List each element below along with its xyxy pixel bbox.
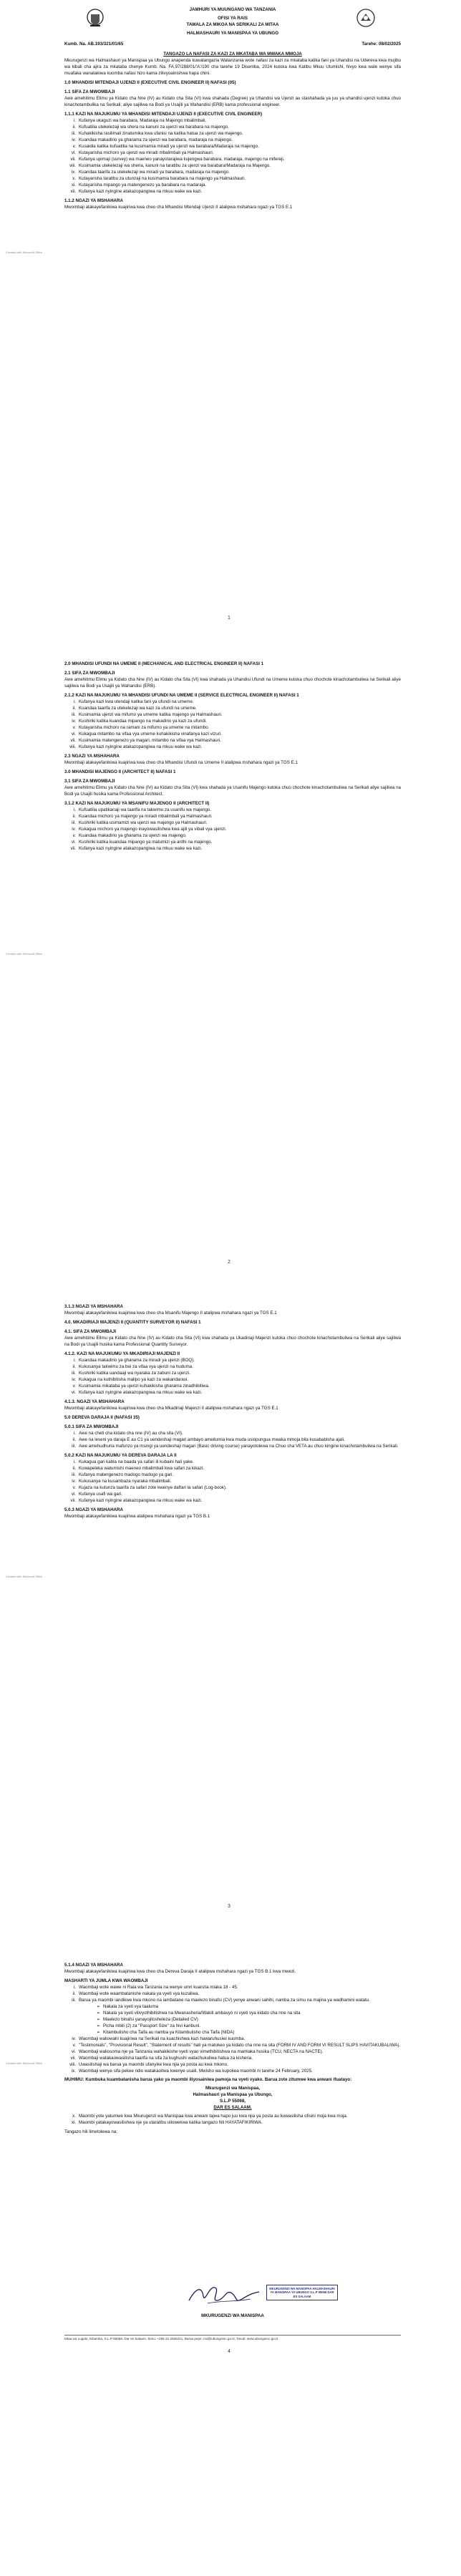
edge-note: Created with Microsoft Office ... xyxy=(6,2061,46,2065)
list-item: iii. Kushiriki katika usimamizi wa ujenzi wa majengo ya Halmashauri. xyxy=(72,820,208,825)
list-item: viii. Kusimamia utekelezaji wa sheria, kanuni na taratibu za ujenzi wa barabara/Madaraja na Majengo. xyxy=(69,162,271,168)
list-item: ii. Awe na leseni ya daraja E au C1 ya uendeshaji magari ambayo ameitumia kwa muda usiopungua mwaka mmoja bila kusababisha ajali. xyxy=(72,1437,345,1442)
list-item: iii. Kusimamia ujenzi wa mifumo ya umeme katika majengo ya Halmashauri. xyxy=(72,711,223,717)
conditions-heading: MASHARTI YA JUMLA KWA WAOMBAJI xyxy=(64,1978,148,1983)
list-item: iv. Kukagua na kuthibitisha malipo ya kazi za wakandarasi. xyxy=(72,1376,189,1382)
address-line: S.L.P 55068, xyxy=(219,2098,246,2104)
section-heading: 5.0.3 NGAZI YA MSHAHARA xyxy=(64,1507,123,1512)
edge-note: Created with Microsoft Office ... xyxy=(6,251,46,254)
section-heading: 2.3 NGAZI YA MSHAHARA xyxy=(64,753,120,759)
section-heading: 5.0 DEREVA DARAJA II (NAFASI 35) xyxy=(64,1414,140,1420)
list-item: v. Kusimamia mikataba ya ujenzi kuhakikisha gharama zinadhibitiwa. xyxy=(72,1383,210,1389)
section-heading: 3.1.2 KAZI NA MAJUKUMU YA MSANIFU MAJENGO II (ARCHITECT II) xyxy=(64,800,210,806)
list-item: iv. Kushiriki katika kuandaa mipango na makadirio ya kazi za ufundi. xyxy=(72,718,207,724)
header-line: OFISI YA RAIS xyxy=(217,15,248,21)
list-item: v. Kutayarisha michoro na ramani za mifumo ya umeme na mitambo. xyxy=(72,724,210,730)
salary-text: Mwombaji atakayefanikiwa kuajiriwa kwa cheo cha Mhandisi Mtendaji Ujenzi II atalipwa mshahara ngazi ya TGS E.1 xyxy=(64,204,293,210)
list-item: iv. Kuandaa makadirio ya gharama za ujenzi wa barabara, madaraja na majengo. xyxy=(72,137,233,142)
list-item: vi. Kushiriki katika kuandaa mipango ya matumizi ya ardhi na majengo. xyxy=(71,839,213,845)
list-item: ii. Kuandaa michoro ya majengo ya miradi mbalimbali ya Halmashauri. xyxy=(72,813,213,819)
qualification-text: Awe amehitimu Elimu ya Kidato cha Nne (IV) au Kidato cha Sita (VI) kwa shahada ya Uhandisi Ufundi na Umeme kutoka chuo chochote kinachotambuliwa na Serikali aliye sajiliwa na Bodi ya Usajili ya Wahandisi (ERB). xyxy=(64,676,401,689)
list-item: vii. Kufanya upimaji (survey) wa maeneo yanayotarajiwa kujengwa barabara, madaraja, majengo na mifereji. xyxy=(70,156,285,162)
header-line: JAMHURI YA MUUNGANO WA TANZANIA xyxy=(189,7,276,12)
list-item: iii. Kuhakikisha rasilimali zinatumika kwa ufanisi na katika hatua za ujenzi wa majengo. xyxy=(72,130,243,136)
reference-number: Kumb. Na. AB.193/321/01/65 xyxy=(64,41,124,47)
official-stamp: MKURUGENZI WA MANISPAA HALMASHAURI YA MANISPAA YA UBUNGO S.L.P 55068 DAR ES SALAAM xyxy=(266,2285,338,2300)
list-item: iii. Kushiriki katika uandaaji wa nyaraka za zabuni za ujenzi. xyxy=(72,1370,190,1376)
list-item: v. Kujaza na kutunza taarifa za safari zote kwenye daftari la safari (Log-book). xyxy=(72,1484,227,1490)
page-2 xyxy=(0,644,461,1274)
bullet-item: ➢ Nakala za vyeti vya taaluma xyxy=(96,2003,159,2009)
page-number: 1 xyxy=(228,616,230,621)
section-heading: 5.1.4 NGAZI YA MSHAHARA xyxy=(64,1963,123,1968)
list-item: iii. Barua ya maombi iandikwe kwa mkono na iambatane na maelezo binafsi (CV) yenye anwani sahihi, namba za simu na majina ya wadhamini watatu. xyxy=(72,1997,370,2003)
list-item: i. Awe na cheti cha kidato cha nne (IV) au cha sita (VI). xyxy=(73,1430,183,1436)
intro-paragraph: Mkurugenzi wa Halmashauri ya Manispaa ya Ubungo anapenda kuwatangazia Watanzania wote nafasi za kazi za mkataba katika fani ya Uhandisi na Udereva kwa mujibu wa kibali cha ajira za mkataba chenye Kumb. Na. FA.97/288/01/'A'/190 cha tarehe 19 Disemba, 2024 kutoka kwa Katibu Mkuu Utumishi, hivyo kwa wale wenye sifa muafaka wanatakiwa kuomba nafasi hizo kama zilivyoainishwa hapa chini. xyxy=(64,57,401,76)
page-number: 3 xyxy=(228,1904,230,1909)
bullet-item: ➢ Kitambulisho cha Taifa au namba ya Kitambulisho cha Taifa (NIDA) xyxy=(96,2029,235,2035)
bullet-item: ➢ Picha mbili (2) za "Passport Size" za hivi karibuni. xyxy=(96,2023,201,2028)
edge-note: Created with Microsoft Office ... xyxy=(6,952,46,956)
section-heading: 5.0.1 SIFA ZA MWOMBAJI xyxy=(64,1424,119,1429)
list-item: xi. Kutayarisha mipango ya matengenezo ya barabara na madaraja. xyxy=(71,182,207,188)
list-item: vii. Kusimamia matengenezo ya magari, mitambo na vifaa vya Halmashauri. xyxy=(70,737,221,743)
qualification-text: Awe amehitimu Elimu ya Kidato cha Nne (IV) au Kidato cha Sita (VI) kwa shahada ya Usanifu Majengo kutoka chuo chochote kinachotambuliwa na Serikali aliye sajiliwa na Bodi ya Usajili husika kama Professional Architect. xyxy=(64,784,401,797)
section-heading: 1.1.2 NGAZI YA MSHAHARA xyxy=(64,198,123,203)
header-line: TAWALA ZA MIKOA NA SERIKALI ZA MITAA xyxy=(186,21,279,27)
list-item: ii. Waombaji wote waambatanishe nakala ya vyeti vya kuzaliwa. xyxy=(72,1991,200,1996)
list-item: vi. Kutayarisha michoro ya ujenzi wa miradi mbalimbali ya Halmashauri. xyxy=(71,150,214,155)
section-heading: 5.0.2 KAZI NA MAJUKUMU YA DEREVA DARAJA LA II xyxy=(64,1452,177,1458)
list-item: viii. Uwasilishaji wa barua ya maombi ufanyike kwa njia ya posta au kwa mkono. xyxy=(69,2061,228,2067)
list-item: iv. Waombaji waliowahi kuajiriwa na Serikali na kuachishwa kazi hawaruhusiwi kuomba. xyxy=(72,2036,246,2041)
section-heading: 4.1.2. KAZI NA MAJUKUMU YA MKADIRIAJI MAJENZI II xyxy=(64,1351,180,1356)
footer: Mtaa wa Lugalo, Kibamba, S.L.P 55068, Dar es Salaam. Simu: +255 22 2926241, Barua pepe: md@ubungomc.go.tz, Tovuti: www.ubungomc.go.tz xyxy=(64,2335,401,2341)
duties-list xyxy=(64,118,401,195)
section-heading: 1.1 SIFA ZA MWOMBAJI xyxy=(64,89,115,94)
address-line: Halmashauri ya Manispaa ya Ubungo, xyxy=(193,2091,273,2097)
signer-title: MKURUGENZI WA MANISPAA xyxy=(201,2313,264,2318)
list-item: i. Kuandaa makadirio ya gharama za miradi ya ujenzi (BOQ). xyxy=(73,1357,195,1363)
document-title: TANGAZO LA NAFASI ZA KAZI ZA MKATABA WA MWAKA MMOJA xyxy=(163,51,302,57)
section-heading: 1.1.1 KAZI NA MAJUKUMU YA MHANDISI MITENDAJI UJENZI II (EXECUTIVE CIVIL ENGINEER) xyxy=(64,111,263,117)
list-item: viii. Kufanya kazi nyingine atakazopangiwa na mkuu wake wa kazi. xyxy=(69,744,203,749)
list-item: i. Kufuatilia upatikanaji wa taarifa na takwimu za usanifu wa majengo. xyxy=(73,807,212,812)
header-line: HALMASHAURI YA MANISPAA YA UBUNGO xyxy=(186,30,279,36)
salary-text: Mwombaji atakayefanikiwa kuajiriwa kwa cheo cha Dereva Daraja II atalipwa mshahara ngazi ya TGS B.1 kwa mwezi. xyxy=(64,1968,296,1974)
section-heading: 4.0. MKADIRIAJI MAJENZI II (QUANTITY SURVEYOR II) NAFASI 1 xyxy=(64,1319,201,1325)
qualification-text: Awe amehitimu Elimu ya Kidato cha Nne (IV) au Kidato cha Sita (VI) kwa shahada (Degree) ya Uhandisi wa Ujenzi au stashahada ya juu ya uhandisi ujenzi kutoka chuo kinachotambulika na Serikali; aliye sajiliwa na Bodi ya Usajili ya Wahandisi (ERB) kama professional engineer. xyxy=(64,95,401,107)
list-item: x. Maombi yote yatumwe kwa Mkurugenzi wa Manispaa kwa anwani tajwa hapo juu kwa njia ya posta au kuwasilisha ofisini moja kwa moja. xyxy=(72,2113,348,2119)
closing-line: Tangazo hili limetolewa na; xyxy=(64,2129,117,2134)
list-item: ix. Kuandaa taarifa za utekelezaji wa miradi ya barabara, madaraja na majengo. xyxy=(71,169,230,175)
list-item: vi. Kukagua mitambo na vifaa vya umeme kuhakikisha vinafanya kazi vizuri. xyxy=(71,731,222,737)
salary-text: Mwombaji atakayefanikiwa kuajiriwa kwa cheo cha Mkadiriaji Majenzi II atalipwa mshahara ngazi ya TGS E.1 xyxy=(64,1405,278,1411)
document-date: Tarehe: 08/02/2025 xyxy=(361,41,401,47)
list-item: iv. Kukusanya na kusambaza nyaraka mbalimbali. xyxy=(72,1478,172,1484)
list-item: v. "Testimonials", "Provisional Result", "Statement of results" hati ya matokeo ya kidato cha nne na sita (FORM IV AND FORM VI RESULT SLIPS HAVITAKUBALIWA). xyxy=(72,2042,401,2048)
section-heading: 2.1 SIFA ZA MWOMBAJI xyxy=(64,670,115,676)
bullet-item: ➢ Nakala ya vyeti vilivyothibitishwa na Mwanasheria/Wakili ambavyo ni vyeti vya kidato cha nne na sita xyxy=(96,2010,301,2016)
salary-text: Mwombaji atakayefanikiwa kuajiriwa kwa cheo cha Mhandisi Ufundi na Umeme II atalipwa mshahara ngazi ya TGS E.1 xyxy=(64,759,298,765)
list-item: i. Kufanya kazi kwa utendaji katika fani ya ufundi na umeme. xyxy=(73,699,194,704)
section-heading: 2.0 MHANDISI UFUNDI NA UMEME II (MECHANICAL AND ELECTRICAL ENGINEER II) NAFASI 1 xyxy=(64,661,264,666)
page-1 xyxy=(0,0,461,630)
list-item: ix. Waombaji wenye sifa pekee ndio watakaoitwa kwenye usaili. Mwisho wa kupokea maombi ni tarehe 24 February, 2025. xyxy=(71,2068,313,2074)
list-item: iii. Kufanya matengenezo madogo madogo ya gari. xyxy=(72,1472,174,1477)
list-item: vii. Waombaji watakaowasilisha taarifa na sifa za kughushi watachukuliwa hatua za kisheria. xyxy=(70,2055,253,2061)
section-heading: 3.1 SIFA ZA MWOMBAJI xyxy=(64,778,115,784)
address-line: Mkurugenzi wa Manispaa, xyxy=(205,2085,260,2091)
edge-note: Created with Microsoft Office ... xyxy=(6,1575,46,1578)
list-item: vii. Kufanya kazi nyingine atakazopangiwa na mkuu wake wa kazi. xyxy=(70,845,203,851)
list-item: v. Kuandaa makadirio ya gharama za ujenzi wa majengo. xyxy=(72,832,187,838)
address-line: DAR ES SALAAM. xyxy=(213,2104,252,2110)
list-item: vii. Kufanya kazi nyingine atakazopangiwa na mkuu wake wa kazi. xyxy=(70,1497,203,1503)
page-number: 2 xyxy=(228,1260,230,1265)
list-item: vi. Kufanya kazi nyingine atakazopangiwa na mkuu wake wa kazi. xyxy=(71,1389,203,1395)
signature-image xyxy=(186,2283,265,2311)
section-heading: 3.0 MHANDISI MAJENGO II (ARCHITECT II) NAFASI 1 xyxy=(64,769,176,774)
section-heading: 3.1.3 NGAZI YA MSHAHARA xyxy=(64,1304,123,1309)
list-item: i. Kufanya ukaguzi wa barabara, Madaraja na Majengo mbalimbali. xyxy=(73,117,207,123)
list-item: ii. Kufuatilia utekelezaji wa shera na kanuni za ujenzi wa barabara na majengo. xyxy=(72,124,229,130)
list-item: xi. Maombi yatakayowasilishwa nje ya utaratibu uliowekwa katika tangazo hili HAYATAFIKIRIWA. xyxy=(71,2119,263,2125)
section-heading: 1.0 MHANDISI MITENDAJI UJENZI II (EXECUTIVE CIVIL ENGINEER II) NAFASI (05) xyxy=(64,79,236,85)
page-number: 4 xyxy=(228,2349,230,2354)
list-item: i. Kukagua gari kabla na baada ya safari ili kubaini hali yake. xyxy=(73,1459,194,1464)
list-item: v. Kusaidia katika kufuatilia na kusimamia miradi ya ujenzi wa barabara/Madaraja na majengo. xyxy=(72,143,259,149)
important-note: MUHIMU: Kumbuka kuambatanisha barua yako ya maombi iliyosainiwa pamoja na vyeti vyako. Barua zote zitumwe kwa anwani ifuatayo: xyxy=(64,2076,352,2082)
section-heading: 4.1. SIFA ZA MWOMBAJI xyxy=(64,1328,117,1334)
list-item: ii. Kuwapeleka watumishi maeneo mbalimbali kwa safari za kikazi. xyxy=(72,1465,205,1471)
list-item: xii. Kufanya kazi nyingine atakazopangiwa na mkuu wake wa kazi. xyxy=(70,188,203,194)
list-item: vi. Kufanya usafi wa gari. xyxy=(71,1491,122,1497)
salary-text: Mwombaji atakayefanikiwa kuajiriwa atalipwa mshahara ngazi ya TGS B.1 xyxy=(64,1513,210,1519)
list-item: vi. Waombaji waliosoma nje ya Tanzania wahakikishe vyeti vyao vimethibitishwa na mamlaka husika (TCU, NECTA na NACTE). xyxy=(71,2048,324,2054)
list-item: ii. Kuandaa taarifa za utekelezaji wa kazi za ufundi na umeme. xyxy=(72,705,197,711)
list-item: iv. Kukagua michoro ya majengo inayowasilishwa kwa ajili ya vibali vya ujenzi. xyxy=(72,826,227,832)
section-heading: 2.1.2 KAZI NA MAJUKUMU YA MHANDISI UFUNDI NA UMEME II (SERVICE ELECTRICAL ENGINEER II) NAFASI 1 xyxy=(64,692,299,698)
salary-text: Mwombaji atakayefanikiwa kuajiriwa kwa cheo cha Msanifu Majengo II atalipwa mshahara ngazi ya TGS E.1 xyxy=(64,1310,277,1316)
qualification-text: Awe amehitimu Elimu ya Kidato cha Nne (IV) au Kidato cha Sita (VI) kwa shahada ya Ukadiriaji Majenzi kutoka chuo chochote kinachotambuliwa na Serikali aliye sajiliwa na Bodi ya Usajili husika kama Professional Quantity Surveyor. xyxy=(64,1335,401,1347)
list-item: ii. Kukusanya takwimu za bei za vifaa vya ujenzi na huduma. xyxy=(72,1364,193,1369)
page-4 xyxy=(0,1947,461,2576)
bullet-item: ➢ Maelezo binafsi yanayojitosheleza (Detailed CV) xyxy=(96,2016,198,2022)
list-item: x. Kutayarisha taratibu za utunzaji na kusimamia barabara na majengo ya Halmashauri. xyxy=(72,175,246,181)
list-item: iii. Awe amehudhuria mafunzo ya msingi ya uendeshaji magari (Basic driving course) yanayotolewa na Chuo cha VETA au chuo kingine kinachotambuliwa na Serikali. xyxy=(72,1443,399,1449)
page-3 xyxy=(0,1288,461,1918)
list-item: i. Waombaji wote wawe ni Raia wa Tanzania na wenye umri kuanzia miaka 18 - 45. xyxy=(73,1984,238,1990)
section-heading: 4.1.3. NGAZI YA MSHAHARA xyxy=(64,1399,125,1404)
